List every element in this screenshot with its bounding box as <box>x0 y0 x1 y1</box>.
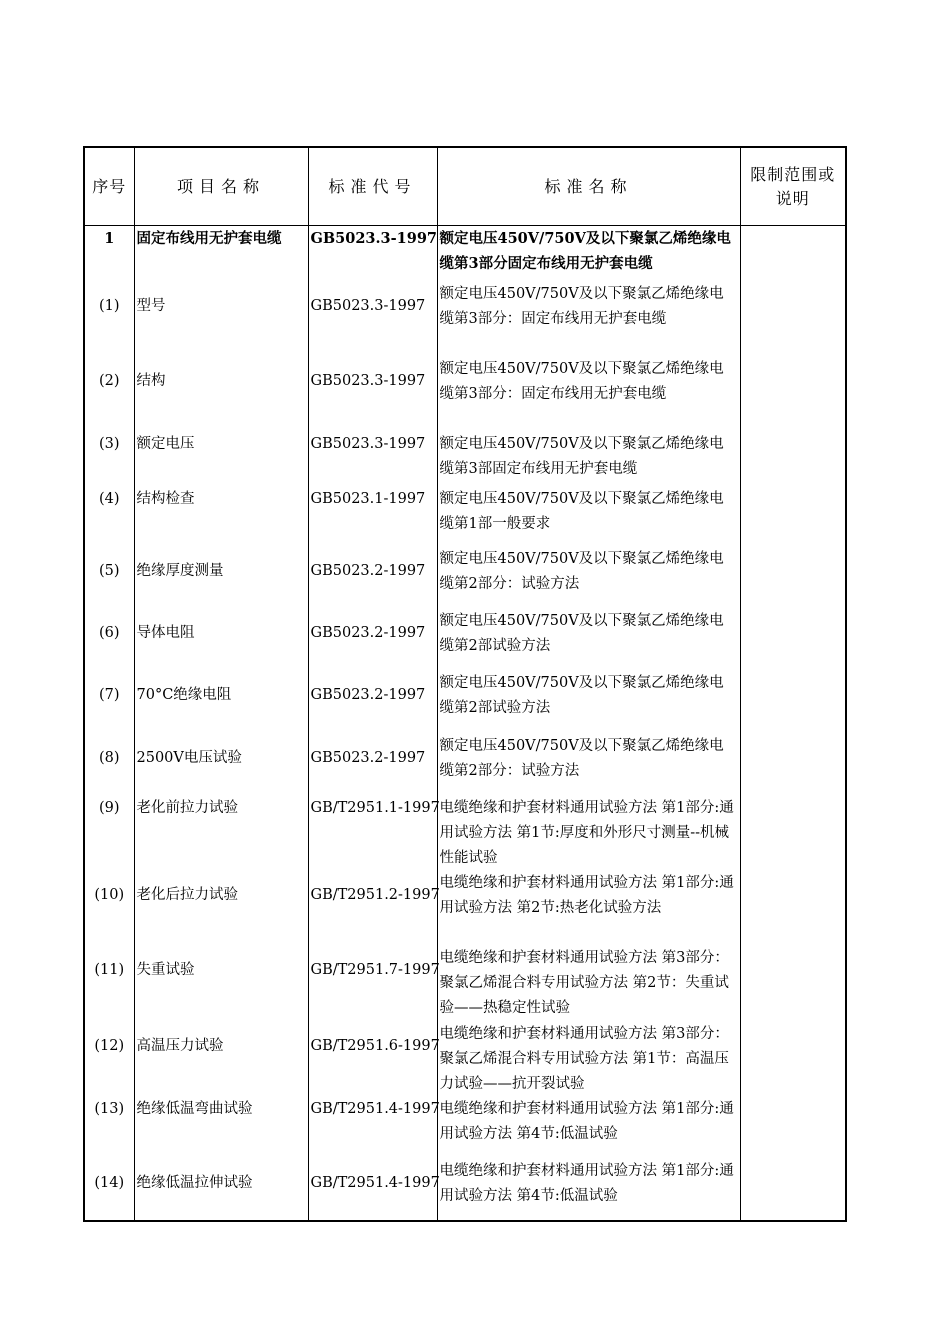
row-item-name: 额定电压 <box>134 432 308 487</box>
row-item-name: 70°C绝缘电阻 <box>134 671 308 734</box>
row-serial-number: (4) <box>84 487 134 547</box>
row-scope-note <box>740 734 846 796</box>
row-scope-note <box>740 357 846 432</box>
row-standard-name: 额定电压450V/750V及以下聚氯乙烯绝缘电缆第1部一般要求 <box>437 487 740 547</box>
row-item-name: 固定布线用无护套电缆 <box>134 226 308 282</box>
row-standard-code: GB/T2951.4-1997 <box>308 1159 437 1221</box>
row-standard-name: 额定电压450V/750V及以下聚氯乙烯绝缘电缆第3部固定布线用无护套电缆 <box>437 432 740 487</box>
table-header-row <box>84 147 846 226</box>
row-standard-code: GB/T2951.4-1997 <box>308 1097 437 1159</box>
row-standard-name: 额定电压450V/750V及以下聚氯乙烯绝缘电缆第3部分：固定布线用无护套电缆 <box>437 357 740 432</box>
row-serial-number: (14) <box>84 1159 134 1221</box>
row-scope-note <box>740 871 846 946</box>
row-scope-note <box>740 609 846 671</box>
header-standard-code: 标准代号 <box>308 147 437 226</box>
header-standard-name: 标准名称 <box>437 147 740 226</box>
table-row <box>84 226 846 282</box>
row-standard-code: GB/T2951.7-1997 <box>308 946 437 1022</box>
row-standard-name: 额定电压450V/750V及以下聚氯乙烯绝缘电缆第2部试验方法 <box>437 671 740 734</box>
row-scope-note <box>740 282 846 357</box>
row-standard-name: 额定电压450V/750V及以下聚氯乙烯绝缘电缆第2部分：试验方法 <box>437 547 740 609</box>
row-standard-code: GB5023.3-1997 <box>308 357 437 432</box>
row-item-name: 型号 <box>134 282 308 357</box>
row-standard-name: 电缆绝缘和护套材料通用试验方法 第1部分:通用试验方法 第4节:低温试验 <box>437 1097 740 1159</box>
table-row <box>84 487 846 547</box>
table-row <box>84 796 846 871</box>
header-scope-line1: 限制范围或 <box>750 164 836 184</box>
standards-table <box>83 146 847 1222</box>
header-scope <box>740 147 846 226</box>
row-scope-note <box>740 1159 846 1221</box>
row-item-name: 绝缘厚度测量 <box>134 547 308 609</box>
header-scope-line2: 说明 <box>775 188 810 208</box>
row-standard-code: GB5023.3-1997 <box>308 282 437 357</box>
row-standard-code: GB5023.3-1997 <box>308 226 437 282</box>
row-scope-note <box>740 671 846 734</box>
row-standard-code: GB/T2951.1-1997 <box>308 796 437 871</box>
row-serial-number: (6) <box>84 609 134 671</box>
row-serial-number: (5) <box>84 547 134 609</box>
table-row <box>84 547 846 609</box>
row-standard-name: 电缆绝缘和护套材料通用试验方法 第3部分：聚氯乙烯混合料专用试验方法 第2节：失重试验——热稳定性试验 <box>437 946 740 1022</box>
row-standard-name: 电缆绝缘和护套材料通用试验方法 第1部分:通用试验方法 第2节:热老化试验方法 <box>437 871 740 946</box>
row-standard-name: 电缆绝缘和护套材料通用试验方法 第3部分：聚氯乙烯混合料专用试验方法 第1节：高温压力试验——抗开裂试验 <box>437 1022 740 1097</box>
row-scope-note <box>740 226 846 282</box>
row-item-name: 结构 <box>134 357 308 432</box>
row-standard-code: GB5023.1-1997 <box>308 487 437 547</box>
row-scope-note <box>740 1022 846 1097</box>
row-item-name: 2500V电压试验 <box>134 734 308 796</box>
table-row <box>84 734 846 796</box>
row-item-name: 导体电阻 <box>134 609 308 671</box>
row-item-name: 结构检查 <box>134 487 308 547</box>
row-serial-number: (12) <box>84 1022 134 1097</box>
row-standard-name: 额定电压450V/750V及以下聚氯乙烯绝缘电缆第2部分：试验方法 <box>437 734 740 796</box>
row-item-name: 绝缘低温拉伸试验 <box>134 1159 308 1221</box>
row-item-name: 老化前拉力试验 <box>134 796 308 871</box>
row-serial-number: (8) <box>84 734 134 796</box>
row-serial-number: (9) <box>84 796 134 871</box>
row-serial-number: (10) <box>84 871 134 946</box>
table-row <box>84 1022 846 1097</box>
table-row <box>84 871 846 946</box>
table-body <box>84 226 846 1221</box>
row-serial-number: (2) <box>84 357 134 432</box>
row-standard-code: GB/T2951.6-1997 <box>308 1022 437 1097</box>
table-row <box>84 1159 846 1221</box>
row-serial-number: 1 <box>84 226 134 282</box>
row-serial-number: (1) <box>84 282 134 357</box>
row-item-name: 高温压力试验 <box>134 1022 308 1097</box>
row-serial-number: (3) <box>84 432 134 487</box>
row-standard-code: GB5023.2-1997 <box>308 734 437 796</box>
table-row <box>84 432 846 487</box>
table-row <box>84 1097 846 1159</box>
row-item-name: 老化后拉力试验 <box>134 871 308 946</box>
row-standard-name: 电缆绝缘和护套材料通用试验方法 第1部分:通用试验方法 第1节:厚度和外形尺寸测量--机械性能试验 <box>437 796 740 871</box>
row-item-name: 失重试验 <box>134 946 308 1022</box>
row-scope-note <box>740 796 846 871</box>
row-standard-code: GB5023.3-1997 <box>308 432 437 487</box>
row-standard-name: 额定电压450V/750V及以下聚氯乙烯绝缘电缆第3部分固定布线用无护套电缆 <box>437 226 740 282</box>
row-serial-number: (11) <box>84 946 134 1022</box>
row-serial-number: (13) <box>84 1097 134 1159</box>
row-item-name: 绝缘低温弯曲试验 <box>134 1097 308 1159</box>
header-item-name: 项目名称 <box>134 147 308 226</box>
table-row <box>84 282 846 357</box>
row-standard-name: 额定电压450V/750V及以下聚氯乙烯绝缘电缆第2部试验方法 <box>437 609 740 671</box>
row-scope-note <box>740 487 846 547</box>
row-standard-code: GB5023.2-1997 <box>308 671 437 734</box>
table-row <box>84 357 846 432</box>
row-serial-number: (7) <box>84 671 134 734</box>
table-row <box>84 946 846 1022</box>
row-scope-note <box>740 547 846 609</box>
row-standard-code: GB/T2951.2-1997 <box>308 871 437 946</box>
row-standard-name: 电缆绝缘和护套材料通用试验方法 第1部分:通用试验方法 第4节:低温试验 <box>437 1159 740 1221</box>
row-scope-note <box>740 1097 846 1159</box>
row-standard-name: 额定电压450V/750V及以下聚氯乙烯绝缘电缆第3部分：固定布线用无护套电缆 <box>437 282 740 357</box>
row-scope-note <box>740 432 846 487</box>
table-row <box>84 609 846 671</box>
row-scope-note <box>740 946 846 1022</box>
row-standard-code: GB5023.2-1997 <box>308 547 437 609</box>
header-serial-number: 序号 <box>84 147 134 226</box>
row-standard-code: GB5023.2-1997 <box>308 609 437 671</box>
table-row <box>84 671 846 734</box>
